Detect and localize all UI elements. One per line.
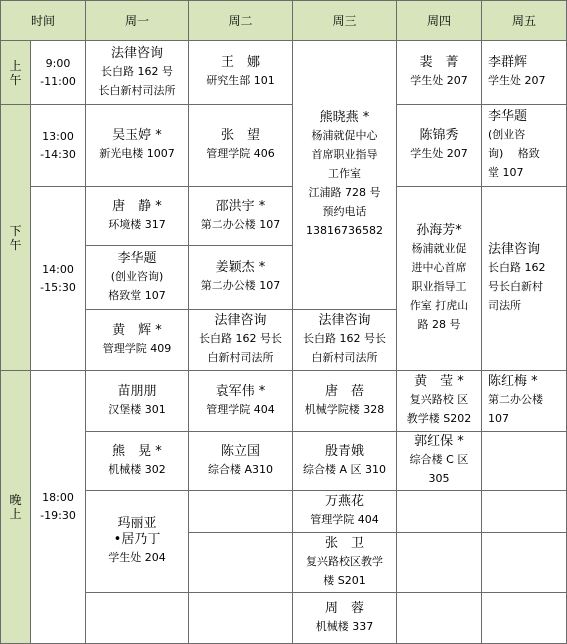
period-afternoon: 下 午 [0,104,31,371]
location: 管理学院 406 [206,147,275,160]
counselor-name: 万燕花 [324,494,364,509]
time-slot-1: 9:00 -11:00 [30,40,86,105]
counselor-name: 熊晓燕 * [319,110,370,125]
counselor-name: 法律咨询 [110,45,163,61]
header-tue [188,0,293,41]
counselor-name: 黄 辉 * [112,322,162,338]
counselor-name: 邵洪宇 * [215,198,266,214]
schedule-cell [188,104,293,187]
counselor-name: 陈锦秀 [419,128,459,143]
location: 杨浦就业促 进中心首席 职业指导工 作室 打虎山 路 28 号 [409,242,469,331]
schedule-cell [481,40,567,105]
counselor-name: 法律咨询 [318,313,371,328]
location: 学生处 204 [108,551,166,564]
counselor-name: 李华题 [488,109,528,124]
schedule-cell [481,186,567,371]
location: 研究生部 101 [206,74,275,87]
header-thu [396,0,482,41]
location: 汉堡楼 301 [108,402,166,416]
header-label: 周一 [124,14,149,28]
counselor-name: 唐 蓓 [324,383,364,399]
counselor-name: 袁军伟 * [215,383,266,399]
location: 学生处 207 [488,74,546,87]
header-label: 周三 [332,14,357,28]
location: 综合楼 A310 [207,462,274,476]
location: 新光电楼 1007 [99,147,175,160]
schedule-cell [292,309,397,371]
counselor-name: 苗朋朋 [117,383,157,399]
period-evening: 晚 上 [0,370,31,644]
schedule-cell [292,592,397,644]
location: (创业咨询) 格致堂 107 [108,269,166,302]
location: 机械学院楼 328 [304,402,385,416]
header-label: 周四 [426,14,451,28]
location: 第二办公楼 107 [488,393,543,425]
schedule-cell [481,104,567,187]
location: 机械楼 302 [108,462,166,476]
schedule-cell [292,40,397,310]
schedule-cell [188,431,293,491]
empty-cell [188,490,293,533]
counselor-name: 孙海芳* [416,223,462,238]
location: 第二办公楼 107 [200,217,281,231]
location: 复兴路校 区 教学楼 S202 [406,393,472,425]
location: 长白路 162 号 长白新村司法所 [98,64,176,97]
empty-cell [396,592,482,644]
location: 第二办公楼 107 [200,279,281,292]
empty-cell [85,592,189,644]
schedule-cell [85,186,189,246]
counselor-name: 裴 菁 [419,55,459,70]
schedule-cell [292,370,397,432]
location: 管理学院 404 [310,513,379,526]
schedule-cell [396,186,482,371]
empty-cell [188,592,293,644]
schedule-cell [85,490,189,593]
empty-cell [396,532,482,593]
schedule-cell [85,40,189,105]
schedule-cell [188,40,293,105]
counselor-name: 陈立国 [220,443,260,459]
header-wed [292,0,397,41]
location: (创业咨 询) 格致 堂 107 [488,128,540,179]
location: 复兴路校区教学 楼 S201 [306,554,383,587]
counselor-name: 法律咨询 [488,242,541,257]
counselor-name: 黄 莹 * [414,374,464,389]
counselor-name: 郭红保 * [414,434,464,449]
empty-cell [481,490,567,533]
location: 综合楼 C 区 305 [409,453,469,485]
header-fri [481,0,567,41]
schedule-cell [85,104,189,187]
header-label: 周二 [228,14,253,28]
counselor-name: 王 娜 [220,55,260,70]
counselor-name: 张 望 [220,128,260,143]
counselor-name: 陈红梅 * [488,374,538,389]
schedule-cell [292,532,397,593]
empty-cell [188,532,293,593]
schedule-cell [85,370,189,432]
counselor-name: 张 卫 [324,535,364,551]
location: 杨浦就促中心 首席职业指导 工作室 江浦路 728 号 预约电话 13816736582 [306,129,383,237]
schedule-cell [396,40,482,105]
empty-cell [481,431,567,491]
empty-cell [481,532,567,593]
counselor-name: 李华题 [117,250,157,266]
schedule-cell [396,431,482,491]
location: 管理学院 409 [102,341,172,355]
schedule-cell [396,104,482,187]
location: 环境楼 317 [108,217,166,231]
location: 学生处 207 [410,147,468,160]
counselor-name: 周 蓉 [324,600,364,616]
header-label: 周五 [511,14,536,28]
counselor-name: 殷青娥 [324,443,364,459]
schedule-cell [292,431,397,491]
empty-cell [396,490,482,533]
time-slot-2: 13:00 -14:30 [30,104,86,187]
counselor-name: 李群辉 [488,55,528,70]
time-slot-4: 18:00 -19:30 [30,370,86,644]
counselor-name: 熊 晃 * [112,443,162,459]
header-mon [85,0,189,41]
period-morning: 上 午 [0,40,31,105]
location: 长白路 162 号长 白新村司法所 [199,332,282,364]
location: 长白路 162 号长白新村 司法所 [488,261,546,312]
location: 长白路 162 号长 白新村司法所 [303,332,386,364]
counselor-name: 姜颖杰 * [215,260,266,275]
schedule-cell [188,186,293,246]
counselor-name: 玛丽亚 •居乃丁 [113,516,161,547]
schedule-cell [396,370,482,432]
schedule-cell [85,431,189,491]
schedule-cell [188,370,293,432]
empty-cell [481,592,567,644]
header-label: 时间 [30,14,55,28]
counselor-name: 法律咨询 [214,313,267,328]
schedule-cell [85,245,189,310]
counselor-name: 唐 静 * [112,198,162,214]
schedule-cell [292,490,397,533]
schedule-cell [188,245,293,310]
location: 机械楼 337 [315,619,374,633]
location: 综合楼 A 区 310 [302,462,386,476]
schedule-cell [188,309,293,371]
counselor-name: 吴玉婷 * [112,128,162,143]
time-slot-3: 14:00 -15:30 [30,186,86,371]
schedule-cell [481,370,567,432]
schedule-cell [85,309,189,371]
location: 管理学院 404 [206,402,275,416]
header-time [0,0,86,41]
location: 学生处 207 [410,74,468,87]
